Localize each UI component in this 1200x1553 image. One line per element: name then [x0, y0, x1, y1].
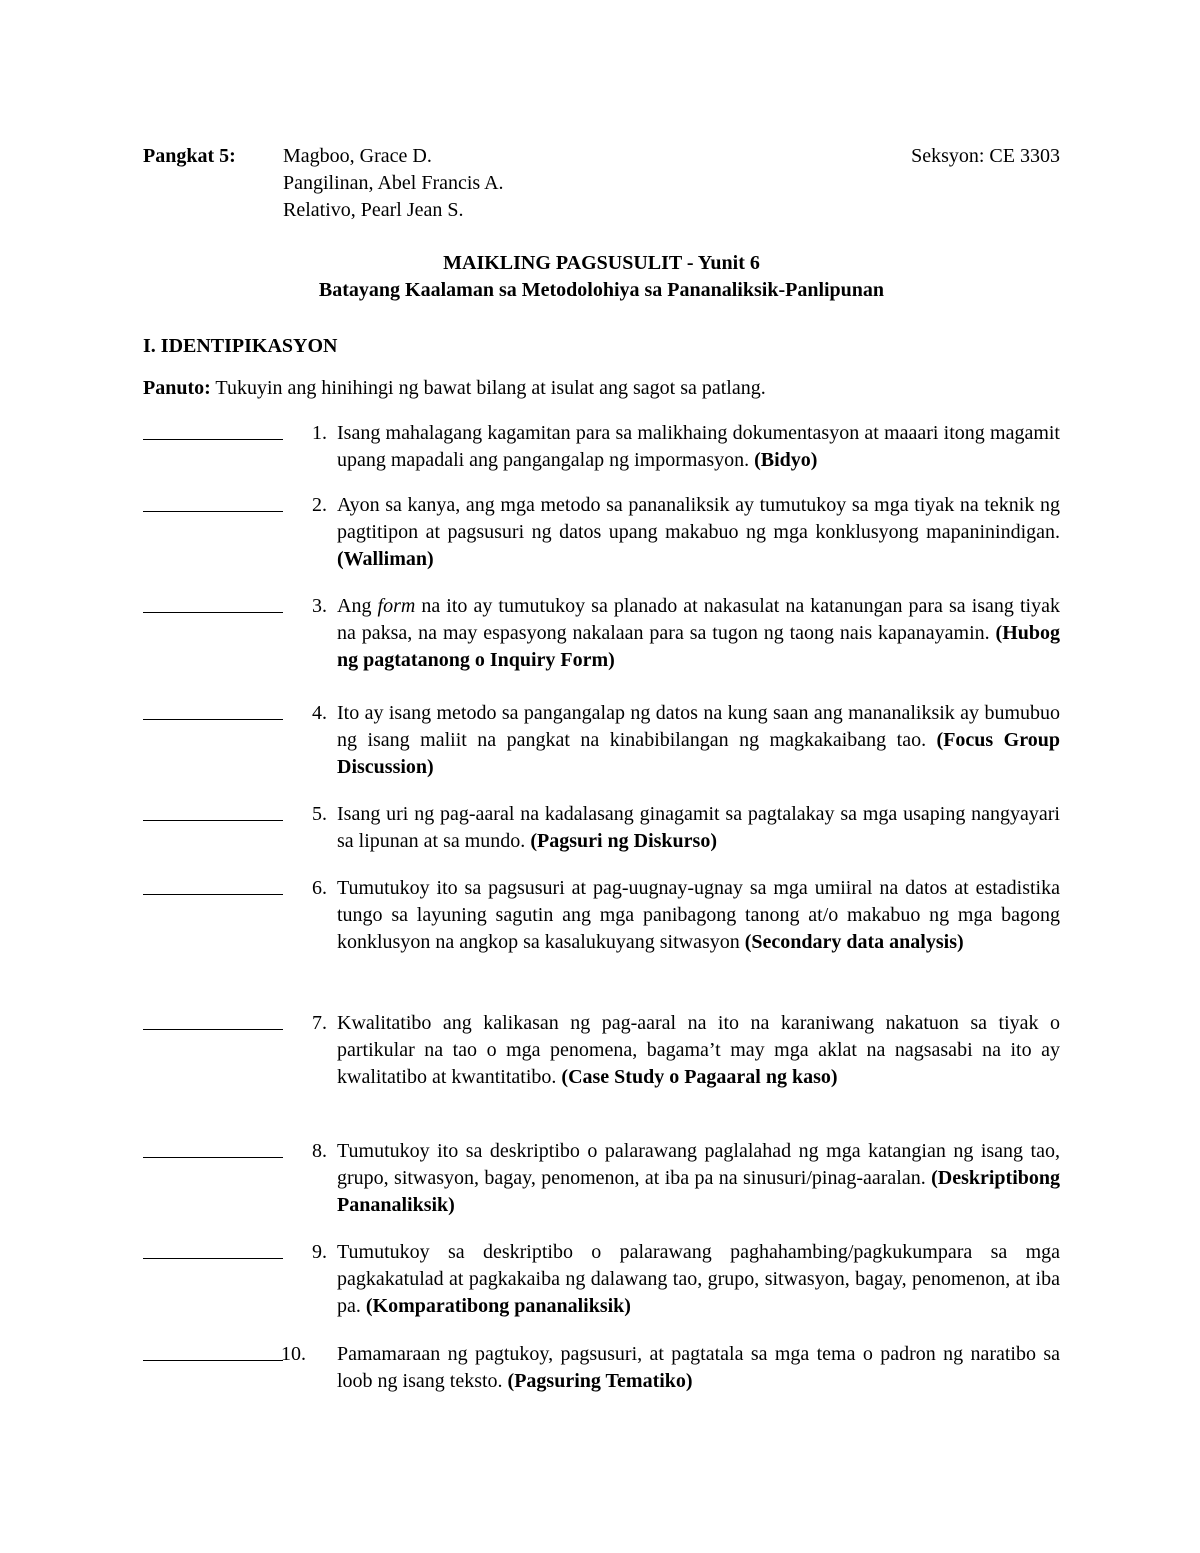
item-text [337, 593, 1060, 674]
answer-text: (Secondary data analysis) [744, 931, 964, 953]
item-number: 2. [312, 494, 327, 516]
item-number: 1. [312, 422, 327, 444]
quiz-title: MAIKLING PAGSUSULIT - Yunit 6 [443, 252, 760, 274]
item-text [337, 1010, 1060, 1091]
answer-text: (Pagsuri ng Diskurso) [530, 830, 718, 852]
item-text [337, 1341, 1060, 1395]
answer-text: (Deskriptibong Pananaliksik) [337, 1167, 1060, 1216]
answer-blank [143, 1029, 283, 1030]
item-number: 9. [312, 1241, 327, 1263]
item-text [337, 1239, 1060, 1320]
item-number: 4. [312, 702, 327, 724]
item-number: 8. [312, 1140, 327, 1162]
instructions-label: Panuto: [143, 377, 211, 399]
member-name: Magboo, Grace D. [283, 145, 432, 167]
question-text: Ayon sa kanya, ang mga metodo sa pananaliksik ay tumutukoy sa mga tiyak na teknik ng pagtitipon at pagsusuri ng datos upang makabuo ng mga konklusyong mapaninindigan. [337, 494, 1060, 543]
answer-blank [143, 511, 283, 512]
section-heading: I. IDENTIPIKASYON [143, 335, 338, 357]
question-text: Ito ay isang metodo sa pangangalap ng datos na kung saan ang mananaliksik ay bumubuo ng isang maliit na pangkat na kinabibilangan ng magkakaibang tao. [337, 702, 1060, 751]
item-number: 5. [312, 803, 327, 825]
item-number: 3. [312, 595, 327, 617]
answer-blank [143, 1258, 283, 1259]
item-number: 7. [312, 1012, 327, 1034]
question-text: Tumutukoy sa deskriptibo o palarawang paghahambing/pagkukumpara sa mga pagkakatulad at pagkakaiba ng dalawang tao, grupo, sitwasyon, bagay, penomenon, at iba pa. [337, 1241, 1060, 1317]
member-name: Relativo, Pearl Jean S. [283, 199, 464, 221]
item-text [337, 1138, 1060, 1219]
answer-text: (Bidyo) [754, 449, 818, 471]
member-list [283, 143, 504, 224]
question-text: Tumutukoy ito sa deskriptibo o palarawang paglalahad ng mga katangian ng isang tao, grupo, sitwasyon, bagay, penomenon, at iba pa na sinusuri/pinag-aaralan. [337, 1140, 1060, 1189]
question-text: Isang uri ng pag-aaral na kadalasang ginagamit sa pagtalakay sa mga usaping nangyayari sa lipunan at sa mundo. [337, 803, 1060, 852]
answer-text: (Hubog ng pagtatanong o Inquiry Form) [337, 622, 1060, 671]
answer-text: (Focus Group Discussion) [337, 729, 1060, 778]
question-text-italic: form [377, 595, 416, 617]
quiz-subtitle: Batayang Kaalaman sa Metodolohiya sa Pananaliksik-Panlipunan [318, 279, 885, 301]
answer-blank [143, 820, 283, 821]
item-text [337, 700, 1060, 781]
member-name: Pangilinan, Abel Francis A. [283, 172, 504, 194]
group-label: Pangkat 5: [143, 145, 236, 167]
question-text: Isang mahalagang kagamitan para sa malikhaing dokumentasyon at maaari itong magamit upang mapadali ang pangangalap ng impormasyon. [337, 422, 1060, 471]
header [143, 143, 1060, 233]
answer-text: (Pagsuring Tematiko) [507, 1370, 693, 1392]
question-text-lead: Ang [337, 595, 378, 617]
question-text: Tumutukoy ito sa pagsusuri at pag-uugnay-ugnay sa mga umiiral na datos at estadistika tungo sa layuning sagutin ang mga panibagong tanong at/o makabuo ng mga bagong konklusyon na angkop sa kasalukuyang sitwasyon [337, 877, 1060, 953]
answer-text: (Walliman) [337, 548, 434, 570]
item-text [337, 801, 1060, 855]
question-text: Pamamaraan ng pagtukoy, pagsusuri, at pagtatala sa mga tema o padron ng naratibo sa loob ng isang teksto. [337, 1343, 1060, 1392]
answer-blank [143, 1157, 283, 1158]
answer-blank [143, 719, 283, 720]
answer-text: (Case Study o Pagaaral ng kaso) [561, 1066, 838, 1088]
item-text [337, 492, 1060, 573]
question-text: Kwalitatibo ang kalikasan ng pag-aaral na ito na karaniwang nakatuon sa tiyak o partikular na tao o mga penomena, bagama’t may mga aklat na nagsasabi na ito ay kwalitatibo at kwantitatibo. [337, 1012, 1060, 1088]
item-number: 6. [312, 877, 327, 899]
question-text: na ito ay tumutukoy sa planado at nakasulat na katanungan para sa isang tiyak na paksa, na may espasyong nakalaan para sa tugon ng taong nais kapanayamin. [337, 595, 1060, 644]
answer-blank [143, 439, 283, 440]
answer-blank [143, 1360, 283, 1361]
answer-blank [143, 894, 283, 895]
instructions-text: Tukuyin ang hinihingi ng bawat bilang at isulat ang sagot sa patlang. [210, 377, 766, 399]
answer-blank [143, 612, 283, 613]
section-info: Seksyon: CE 3303 [911, 145, 1060, 167]
instructions [143, 375, 1060, 402]
item-text [337, 875, 1060, 956]
answer-text: (Komparatibong pananaliksik) [365, 1295, 631, 1317]
item-number: 10. [281, 1343, 306, 1365]
item-text [337, 420, 1060, 474]
title-block [143, 250, 1060, 304]
